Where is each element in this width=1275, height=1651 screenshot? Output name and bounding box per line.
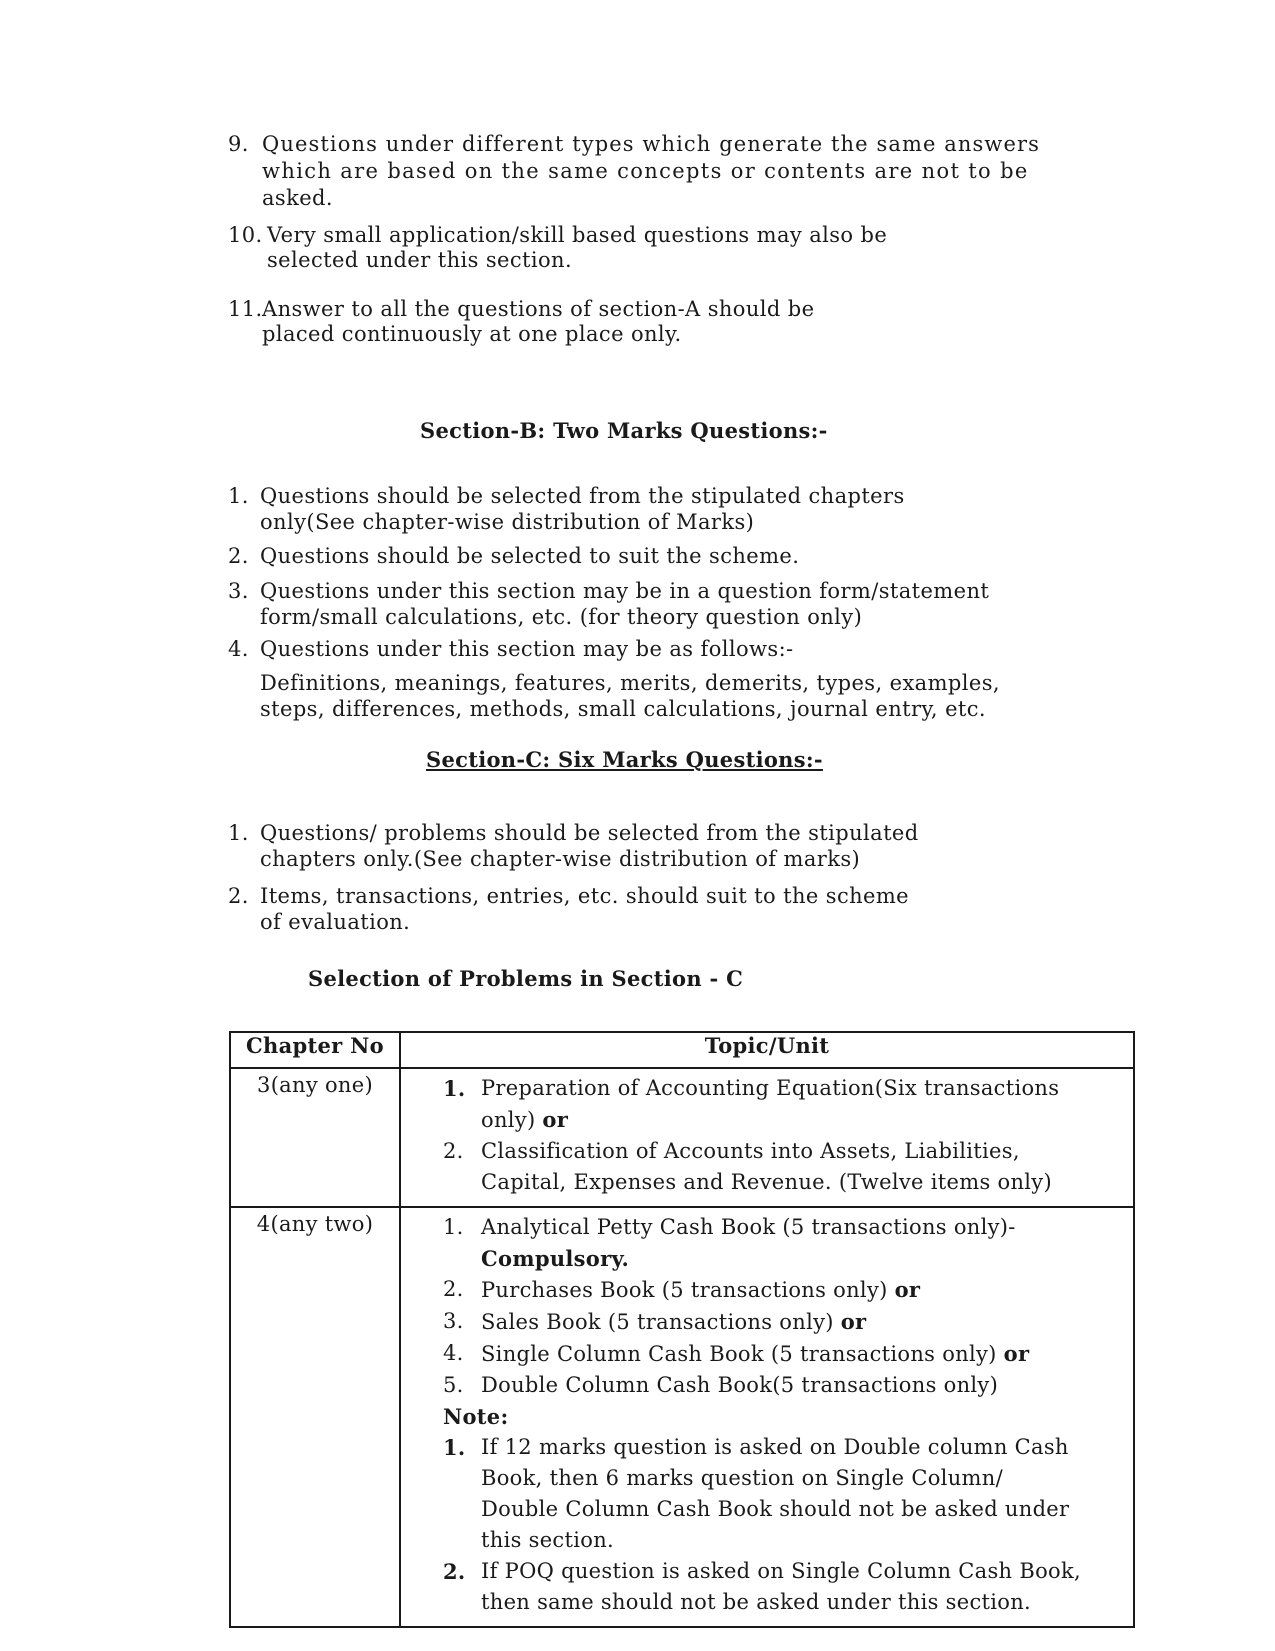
note-item: 2. If POQ question is asked on Single Column Cash Book, then same should not be asked under this section. xyxy=(443,1559,1081,1614)
rule-text: Questions under different types which generate the same answers which are based on the same concepts or contents are not to be asked. xyxy=(262,132,1041,210)
topic-item: 1. Preparation of Accounting Equation(Six transactions only) or xyxy=(443,1076,1060,1132)
section-b-heading: Section-B: Two Marks Questions:- xyxy=(420,418,828,443)
table-header-row xyxy=(230,1032,1134,1068)
section-b-item-2: 2. Questions should be selected to suit the scheme. xyxy=(228,544,800,568)
rule-number: 11. xyxy=(228,297,263,321)
header-chapter-no: Chapter No xyxy=(230,1032,400,1068)
rule-number: 10. xyxy=(228,223,263,247)
rule-text: Very small application/skill based questions may also be selected under this section. xyxy=(267,223,888,272)
note-item: 1. If 12 marks question is asked on Double column Cash Book, then 6 marks question on Single Column/ Double Column Cash Book should not be asked under this section. xyxy=(443,1435,1070,1552)
topic-item: 2. Classification of Accounts into Assets, Liabilities, Capital, Expenses and Revenue. (Twelve items only) xyxy=(443,1139,1052,1194)
rule-10 xyxy=(228,223,1128,277)
rule-9 xyxy=(228,131,1128,212)
topic-item: 5. Double Column Cash Book(5 transactions only) xyxy=(443,1373,999,1397)
rule-11 xyxy=(228,297,1128,351)
topic-item: 2. Purchases Book (5 transactions only) or xyxy=(443,1277,921,1302)
topic-cell xyxy=(400,1207,1134,1627)
rule-number: 9. xyxy=(228,132,249,156)
rule-text: Answer to all the questions of section-A should be placed continuously at one place only. xyxy=(262,297,815,346)
table-row xyxy=(230,1068,1134,1207)
section-b-item-1: 1. Questions should be selected from the stipulated chapters only(See chapter-wise distribution of Marks) xyxy=(228,484,905,534)
section-b-item-3: 3. Questions under this section may be in a question form/statement form/small calculations, etc. (for theory question only) xyxy=(228,579,990,629)
topic-cell xyxy=(400,1068,1134,1207)
topic-item: 3. Sales Book (5 transactions only) or xyxy=(443,1309,867,1334)
header-topic-unit: Topic/Unit xyxy=(400,1032,1134,1068)
chapter-cell: 4(any two) xyxy=(230,1207,400,1627)
topic-item: 1. Analytical Petty Cash Book (5 transactions only)- Compulsory. xyxy=(443,1215,1016,1271)
table-row xyxy=(230,1207,1134,1627)
section-b-item-4: 4. Questions under this section may be as follows:- xyxy=(228,637,794,661)
section-c-heading: Section-C: Six Marks Questions:- xyxy=(426,747,823,772)
problems-table xyxy=(229,1031,1135,1628)
section-c-item-2: 2. Items, transactions, entries, etc. should suit to the scheme of evaluation. xyxy=(228,884,910,934)
section-c-item-1: 1. Questions/ problems should be selected from the stipulated chapters only.(See chapter-wise distribution of marks) xyxy=(228,821,919,871)
selection-heading: Selection of Problems in Section - C xyxy=(308,966,744,991)
chapter-cell: 3(any one) xyxy=(230,1068,400,1207)
section-b-definitions: Definitions, meanings, features, merits, demerits, types, examples, steps, differences, methods, small calculations, journal entry, etc. xyxy=(260,671,1000,721)
note-label: Note: xyxy=(443,1404,509,1429)
topic-item: 4. Single Column Cash Book (5 transactions only) or xyxy=(443,1341,1030,1366)
